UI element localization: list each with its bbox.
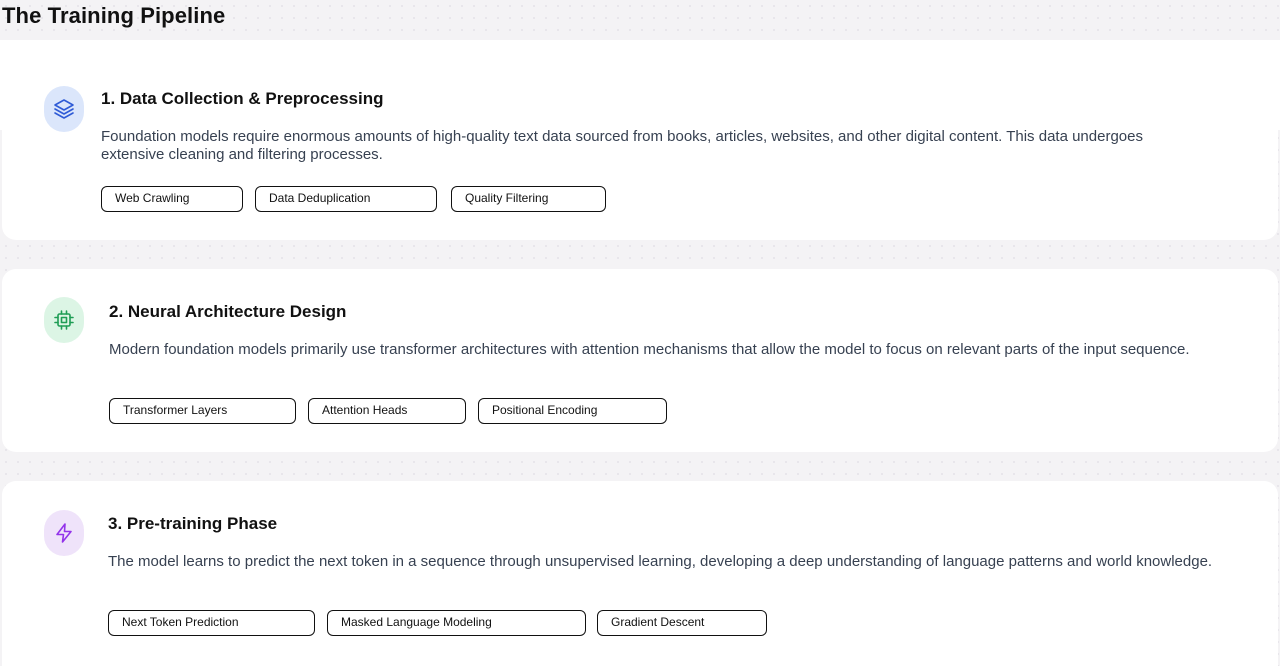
tag-masked-language-modeling[interactable]: Masked Language Modeling	[327, 610, 586, 636]
step-card	[2, 269, 1278, 452]
cpu-icon	[44, 297, 84, 343]
tag-positional-encoding[interactable]: Positional Encoding	[478, 398, 667, 424]
step-title: 1. Data Collection & Preprocessing	[101, 89, 384, 108]
tag-gradient-descent[interactable]: Gradient Descent	[597, 610, 767, 636]
tag-transformer-layers[interactable]: Transformer Layers	[109, 398, 296, 424]
step-description: Foundation models require enormous amounts of high-quality text data sourced from books, articles, websites, and other digital content. This data undergoes extensive cleaning and filtering processes.	[101, 128, 1143, 163]
step-description: Modern foundation models primarily use transformer architectures with attention mechanisms that allow the model to focus on relevant parts of the input sequence.	[109, 341, 1190, 358]
tag-next-token-prediction[interactable]: Next Token Prediction	[108, 610, 315, 636]
tag-quality-filtering[interactable]: Quality Filtering	[451, 186, 606, 212]
tag-data-deduplication[interactable]: Data Deduplication	[255, 186, 437, 212]
page-title: The Training Pipeline	[2, 3, 226, 28]
step-title: 3. Pre-training Phase	[108, 514, 278, 533]
tag-web-crawling[interactable]: Web Crawling	[101, 186, 243, 212]
step-description: The model learns to predict the next token in a sequence through unsupervised learning, developing a deep understanding of language patterns and world knowledge.	[108, 553, 1213, 570]
step-title: 2. Neural Architecture Design	[109, 302, 347, 321]
tag-attention-heads[interactable]: Attention Heads	[308, 398, 466, 424]
step-card-top	[0, 40, 1280, 130]
lightning-icon	[44, 510, 84, 556]
layers-icon	[44, 86, 84, 132]
step-card	[2, 481, 1278, 666]
